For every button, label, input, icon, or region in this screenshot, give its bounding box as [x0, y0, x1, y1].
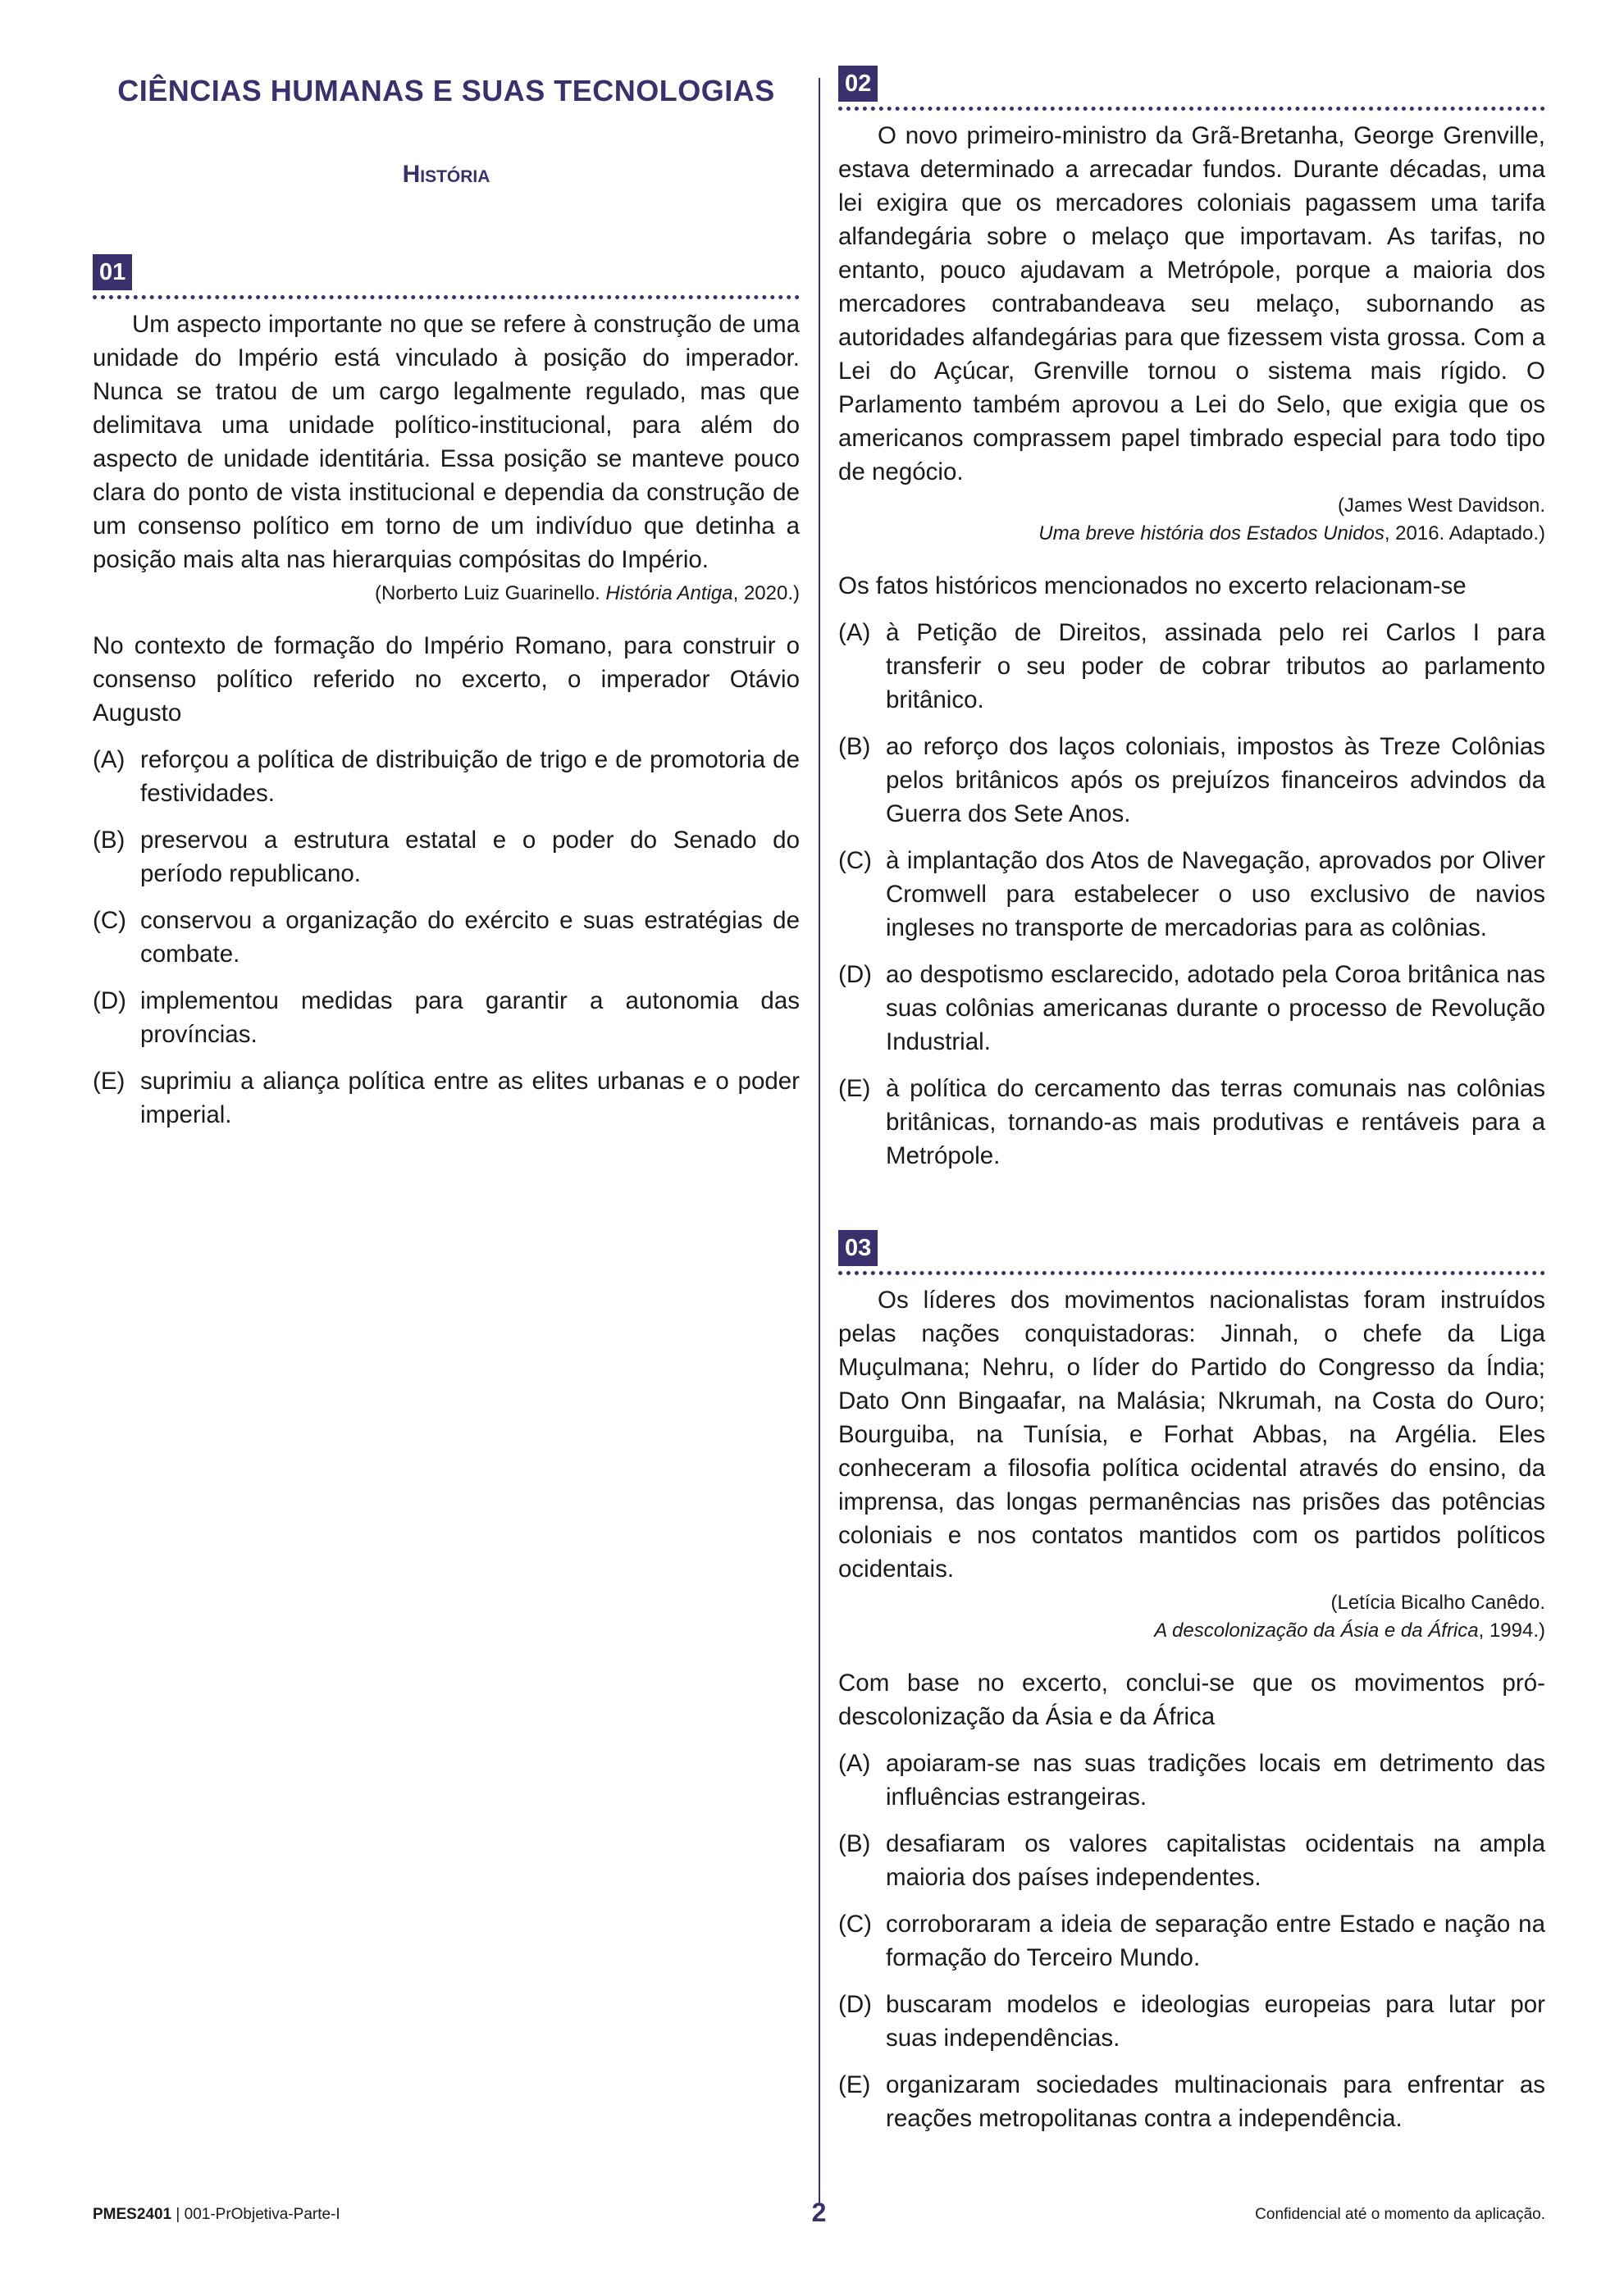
option-c[interactable] [838, 844, 1545, 945]
option-text: à Petição de Direitos, assinada pelo rei Carlos I para transferir o seu poder de cobrar tributos ao parlamento britânico. [886, 619, 1545, 713]
dotted-rule [838, 1271, 1545, 1275]
option-b[interactable] [93, 823, 800, 891]
question-stem: Com base no excerto, conclui-se que os movimentos pró-descolonização da Ásia e da África [838, 1670, 1545, 1730]
option-letter: (E) [838, 2071, 871, 2098]
excerpt-text: O novo primeiro-ministro da Grã-Bretanha, George Grenville, estava determinado a arrecadar fundos. Durante décadas, uma lei exigira que os mercadores coloniais pagassem uma tarifa alfandegária sobre o melaço que importavam. As tarifas, no entanto, pouco ajudavam a Metrópole, porque a maioria dos mercadores contrabandeava seu melaço, subornando as autoridades alfandegárias para que fizessem vista grossa. Com a Lei do Açúcar, Grenville tornou o sistema mais rígido. O Parlamento também aprovou a Lei do Selo, que exigia que os americanos comprassem papel timbrado especial para todo tipo de negócio. [838, 122, 1545, 485]
area-title: CIÊNCIAS HUMANAS E SUAS TECNOLOGIAS [117, 74, 775, 107]
option-letter: (E) [93, 1068, 125, 1095]
option-letter: (A) [838, 619, 871, 646]
excerpt-source [93, 580, 800, 608]
option-text: implementou medidas para garantir a autonomia das províncias. [140, 987, 800, 1048]
option-b[interactable] [838, 730, 1545, 831]
option-letter: (D) [93, 987, 126, 1014]
option-letter: (A) [838, 1750, 871, 1777]
options-list [838, 616, 1545, 1173]
source-year: , 1994.) [1478, 1620, 1545, 1642]
source-year: , 2016. Adaptado.) [1384, 522, 1545, 544]
source-year: , 2020.) [732, 582, 800, 604]
confidential-notice: Confidencial até o momento da aplicação. [1255, 2206, 1545, 2223]
option-text: apoiaram-se nas suas tradições locais em detrimento das influências estrangeiras. [886, 1750, 1545, 1811]
option-letter: (C) [93, 907, 126, 934]
option-d[interactable] [838, 958, 1545, 1059]
page-footer [93, 2198, 1545, 2230]
source-work: Uma breve história dos Estados Unidos [1038, 522, 1385, 544]
option-letter: (D) [838, 961, 872, 988]
option-e[interactable] [93, 1064, 800, 1132]
option-e[interactable] [838, 2068, 1545, 2135]
question-number: 02 [838, 66, 878, 102]
excerpt-text: Os líderes dos movimentos nacionalistas foram instruídos pelas nações conquistadoras: Jinnah, o chefe da Liga Muçulmana; Nehru, o líder do Partido do Congresso da Índia; Dato Onn Bingaafar, na Malásia; Nkrumah, na Costa do Ouro; Bourguiba, na Tunísia, e Forhat Abbas, na Argélia. Eles conheceram a filosofia política ocidental através do ensino, da imprensa, das longas permanências nas prisões das potências coloniais e nos contatos mantidos com os partidos políticos ocidentais. [838, 1287, 1545, 1583]
option-e[interactable] [838, 1072, 1545, 1173]
option-letter: (A) [93, 746, 125, 773]
question-header [93, 254, 800, 294]
footer-separator: | [171, 2206, 185, 2223]
source-author: (Letícia Bicalho Canêdo. [1330, 1592, 1545, 1614]
option-b[interactable] [838, 1827, 1545, 1894]
question-stem: Os fatos históricos mencionados no excerto relacionam-se [838, 572, 1467, 599]
excerpt-source [838, 492, 1545, 548]
option-text: preservou a estrutura estatal e o poder do Senado do período republicano. [140, 827, 800, 887]
question-header [838, 66, 1545, 105]
question-01 [93, 254, 800, 1132]
option-letter: (C) [838, 1911, 872, 1938]
option-text: reforçou a política de distribuição de trigo e de promotoria de festividades. [140, 746, 800, 807]
option-letter: (B) [838, 1830, 871, 1857]
option-letter: (C) [838, 847, 872, 874]
option-text: conservou a organização do exército e suas estratégias de combate. [140, 907, 800, 968]
options-list [838, 1747, 1545, 2135]
option-text: suprimiu a aliança política entre as elites urbanas e o poder imperial. [140, 1068, 800, 1128]
question-number: 01 [93, 254, 132, 290]
option-text: organizaram sociedades multinacionais para enfrentar as reações metropolitanas contra a independência. [886, 2071, 1545, 2132]
page-number: 2 [811, 2198, 827, 2227]
option-text: buscaram modelos e ideologias europeias para lutar por suas independências. [886, 1991, 1545, 2052]
right-column [838, 66, 1545, 2135]
option-d[interactable] [838, 1988, 1545, 2055]
option-text: ao reforço dos laços coloniais, impostos às Treze Colônias pelos britânicos após os prejuízos financeiros advindos da Guerra dos Sete Anos. [886, 733, 1545, 827]
dotted-rule [93, 295, 800, 299]
option-letter: (B) [93, 827, 125, 854]
option-text: corroboraram a ideia de separação entre Estado e nação na formação do Terceiro Mundo. [886, 1911, 1545, 1971]
question-stem: No contexto de formação do Império Romano, para construir o consenso político referido no excerto, o imperador Otávio Augusto [93, 632, 800, 727]
option-letter: (B) [838, 733, 871, 760]
source-work: A descolonização da Ásia e da África [1154, 1620, 1479, 1642]
option-d[interactable] [93, 984, 800, 1051]
subject-title: História [402, 161, 490, 188]
question-03 [838, 1230, 1545, 2135]
question-number: 03 [838, 1230, 878, 1266]
option-text: à implantação dos Atos de Navegação, aprovados por Oliver Cromwell para estabelecer o uso exclusivo de navios ingleses no transporte de mercadorias para as colônias. [886, 847, 1545, 941]
option-c[interactable] [838, 1907, 1545, 1975]
option-a[interactable] [838, 616, 1545, 717]
option-letter: (D) [838, 1991, 872, 2018]
source-author: (James West Davidson. [1338, 494, 1545, 517]
options-list [93, 743, 800, 1132]
option-text: à política do cercamento das terras comunais nas colônias britânicas, tornando-as mais produtivas e rentáveis para a Metrópole. [886, 1075, 1545, 1169]
question-header [838, 1230, 1545, 1269]
excerpt-text: Um aspecto importante no que se refere à construção de uma unidade do Império está vinculado à posição do imperador. Nunca se tratou de um cargo legalmente regulado, mas que delimitava uma unidade político-institucional, para além do aspecto de unidade identitária. Essa posição se manteve pouco clara do ponto de vista institucional e dependia da construção de um consenso político em torno de um indivíduo que detinha a posição mais alta nas hierarquias compósitas do Império. [93, 311, 800, 573]
option-letter: (E) [838, 1075, 871, 1102]
booklet-code: 001-PrObjetiva-Parte-I [184, 2206, 340, 2223]
option-a[interactable] [93, 743, 800, 810]
left-column [93, 66, 800, 1132]
option-c[interactable] [93, 904, 800, 971]
source-work: História Antiga [605, 582, 733, 604]
dotted-rule [838, 107, 1545, 111]
option-text: ao despotismo esclarecido, adotado pela Coroa britânica nas suas colônias americanas durante o processo de Revolução Industrial. [886, 961, 1545, 1055]
source-author: (Norberto Luiz Guarinello. [374, 582, 606, 604]
question-02 [838, 66, 1545, 1173]
option-a[interactable] [838, 1747, 1545, 1814]
excerpt-source [838, 1589, 1545, 1645]
column-divider [819, 78, 820, 2206]
exam-code: PMES2401 [93, 2206, 172, 2223]
option-text: desafiaram os valores capitalistas ocidentais na ampla maioria dos países independentes. [886, 1830, 1545, 1891]
